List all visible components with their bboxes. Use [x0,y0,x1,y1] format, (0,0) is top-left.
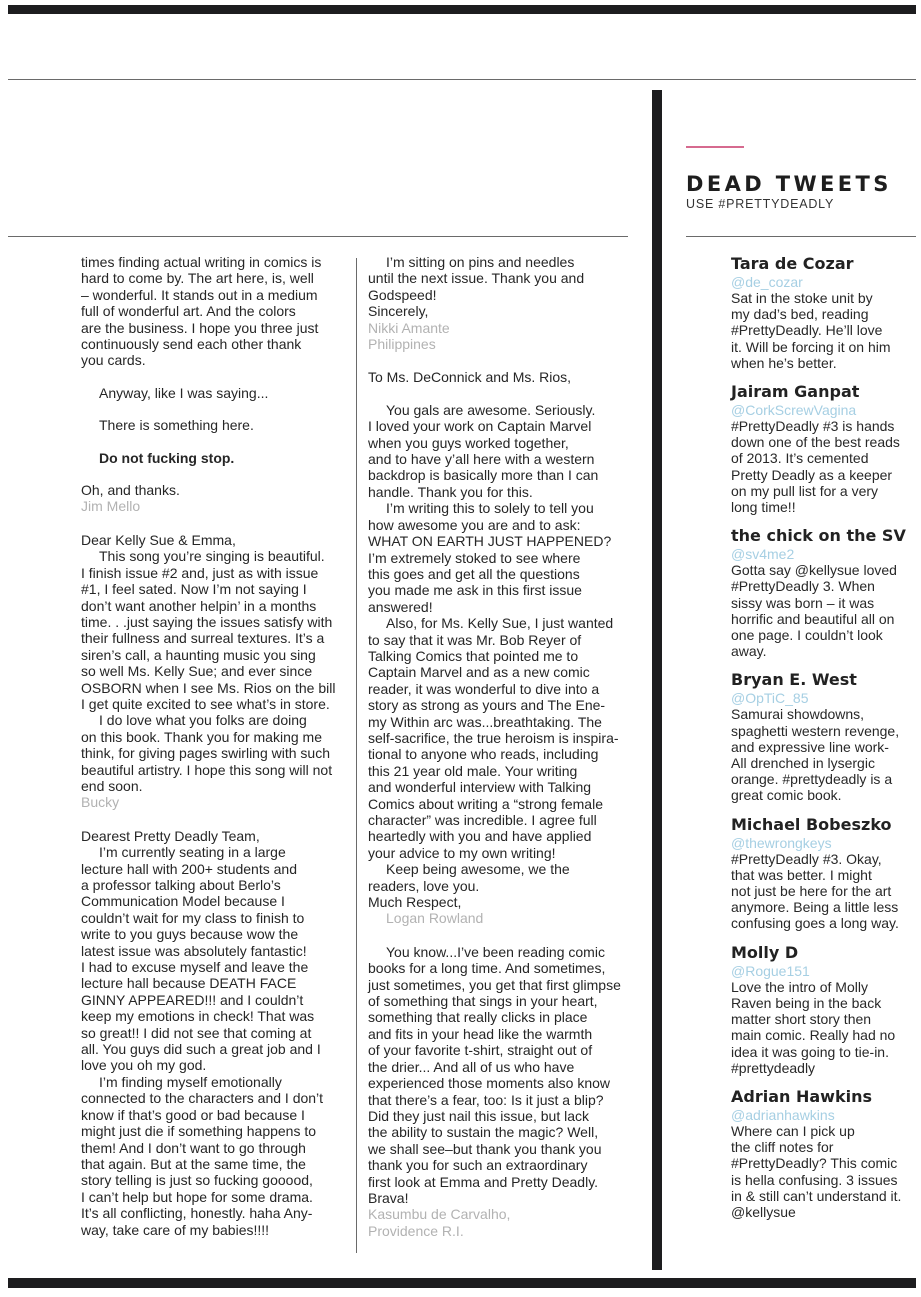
tweet-text: #PrettyDeadly #3. Okay, that was better. I might not just be here for the art anymore. Being a little less confusing goes a long way. [731,850,899,932]
header-rule [8,79,916,80]
letters-column-left [81,254,351,1238]
letter-closing: Oh, and thanks. [81,482,180,499]
tweet-handle: @Rogue151 [731,962,810,979]
tweet-handle: @de_cozar [731,274,803,290]
tweet-text: Where can I pick up the cliff notes for #PrettyDeadly? This comic is hella confusing. 3 issues in & still can’t understand it. @kellysue [731,1122,902,1220]
letter-quote: There is something here. [99,417,254,434]
letter-paragraph: I’m sitting on pins and needles until the next issue. Thank you and Godspeed! [368,254,585,303]
letter-salutation: To Ms. DeConnick and Ms. Rios, [368,369,572,386]
top-bar [8,5,916,14]
sidebar-rule [686,236,916,237]
tweet-text: Sat in the stoke unit by my dad’s bed, reading #PrettyDeadly. He’ll love it. Will be forcing it on him when he’s better. [731,290,891,371]
header-accent-line [686,146,744,148]
letter-paragraph: I’m writing this to solely to tell you how awesome you are and to ask: WHAT ON EARTH JUST HAPPENED? I’m extremely stoked to see where this goes and get all the questions you made me ask in this first issue answered! [368,500,612,615]
letter-signature: Logan Rowland [386,910,484,927]
tweet-item [731,943,921,1076]
tweet-text: Love the intro of Molly Raven being in the back matter short story then main comic. Really had no idea it was going to tie-in. #prettydeadly [731,978,896,1076]
tweet-handle: @OpTiC_85 [731,690,809,707]
tweet-text: Samurai showdowns, spaghetti western revenge, and expressive line work- All drenched in lysergic orange. #prettydeadly is a great comic book. [731,706,900,804]
letter-signature: Nikki Amante Philippines [368,319,450,353]
tweet-author: the chick on the SV [731,526,906,546]
tweet-author: Bryan E. West [731,670,857,690]
letter-closing: Much Respect, [368,894,462,911]
letter-quote: Anyway, like I was saying... [99,384,269,401]
letter-paragraph: Keep being awesome, we the readers, love you. [368,861,570,894]
letter-paragraph: This song you’re singing is beautiful. I finish issue #2 and, just as with issue #1, I feel sated. Now I’m not saying I don’t want another helpin’ in a months time. . .just saying the issues satisfy with their fullness and surreal textures. It’s a siren’s call, a haunting music you sing so well Ms. Kelly Sue; and ever since OSBORN when I see Ms. Rios on the bill I get quite excited to see what’s in store. [81,548,336,712]
letter-paragraph: I’m finding myself emotionally connected to the characters and I don’t know if that’s good or bad because I might just die if something happens to them! And I don’t want to go through that again. But at the same time, the story telling is just so fucking gooood, I can’t help but hope for some drama. It’s all conflicting, honestly. haha Any- way, take care of my babies!!!! [81,1073,324,1238]
letter-paragraph: Also, for Ms. Kelly Sue, I just wanted to say that it was Mr. Bob Reyer of Talking Comics that pointed me to Captain Marvel and as a new comic reader, it was wonderful to dive into a story as strong as yours and The Ene- my Within arc was...breathtaking. The self-sacrifice, the true heroism is inspira- tional to anyone who reads, including this 21 year old male. Your writing and wonderful interview with Talking Comics about writing a “strong female character” was incredible. I agree full heartedly with you and have applied your advice to my own writing! [368,615,619,861]
tweet-item [731,382,921,515]
column-divider [356,258,357,1253]
letter-paragraph: You gals are awesome. Seriously. I loved your work on Captain Marvel when you guys worked together, and to have y’all here with a western backdrop is basically more than I can handle. Thank you for this. [368,401,599,500]
letter-signature: Bucky [81,794,120,811]
tweet-item [731,1087,921,1220]
tweet-handle: @CorkScrewVagina [731,402,857,419]
tweet-item [731,526,921,659]
tweet-item [731,670,921,803]
letter-paragraph: times finding actual writing in comics is hard to come by. The art here, is, well – wonderful. It stands out in a medium full of wonderful art. And the colors are the business. I hope you three just continuously send each other thank you cards. [81,254,322,369]
tweet-handle: @sv4me2 [731,546,795,563]
bottom-bar [8,1278,916,1288]
tweet-item [731,254,921,371]
tweet-author: Tara de Cozar [731,254,854,273]
letter-paragraph: I do love what you folks are doing on this book. Thank you for making me think, for giving pages swirling with such beautiful artistry. I hope this song will not end soon. [81,712,333,794]
letter-signature: Kasumbu de Carvalho, Providence R.I. [368,1206,511,1239]
tweet-text: #PrettyDeadly #3 is hands down one of the best reads of 2013. It’s cemented Pretty Deadly as a keeper on my pull list for a very long time!! [731,418,900,516]
letter-paragraph: You know...I’ve been reading comic books for a long time. And sometimes, just sometimes, you get that first glimpse of something that sings in your heart, something that really clicks in place and fits in your head like the warmth of your favorite t-shirt, straight out of the drier... And all of us who have experienced those moments also know that there’s a fear, too: Is it just a blip? Did they just nail this issue, but lack the ability to sustain the magic? Well, we shall see–but thank you thank you thank you for such an extraordinary first look at Emma and Pretty Deadly. Brava! [368,943,621,1206]
letter-salutation: Dear Kelly Sue & Emma, [81,531,236,548]
tweet-author: Michael Bobeszko [731,814,892,834]
letter-signature: Jim Mello [81,498,141,515]
content-rule [8,236,628,237]
letter-quote-bold: Do not fucking stop. [99,449,235,466]
sidebar-title: DEAD TWEETS [686,172,892,196]
tweet-author: Jairam Ganpat [731,382,860,402]
tweet-item [731,815,921,932]
sidebar-subtitle: USE #PRETTYDEADLY [686,197,835,211]
sidebar-divider [652,90,662,1270]
tweet-handle: @adrianhawkins [731,1106,835,1123]
letter-paragraph: I’m currently seating in a large lecture hall with 200+ students and a professor talking about Berlo’s Communication Model because I couldn’t wait for my class to finish to write to you guys because wow the latest issue was absolutely fantastic! I had to excuse myself and leave the lecture hall because DEATH FACE GINNY APPEARED!!! and I couldn’t keep my emotions in check! That was so great!! I did not see that coming at all. You guys did such a great job and I love you oh my god. [81,844,321,1074]
tweet-text: Gotta say @kellysue loved #PrettyDeadly 3. When sissy was born – it was horrific and beautiful all on one page. I couldn’t look away. [731,562,897,660]
tweet-author: Molly D [731,942,799,962]
tweet-list [731,254,921,1231]
tweet-author: Adrian Hawkins [731,1086,872,1106]
tweet-handle: @thewrongkeys [731,834,832,851]
letter-closing: Sincerely, [368,303,429,320]
letters-column-middle [368,254,650,1239]
letter-salutation: Dearest Pretty Deadly Team, [81,827,260,844]
